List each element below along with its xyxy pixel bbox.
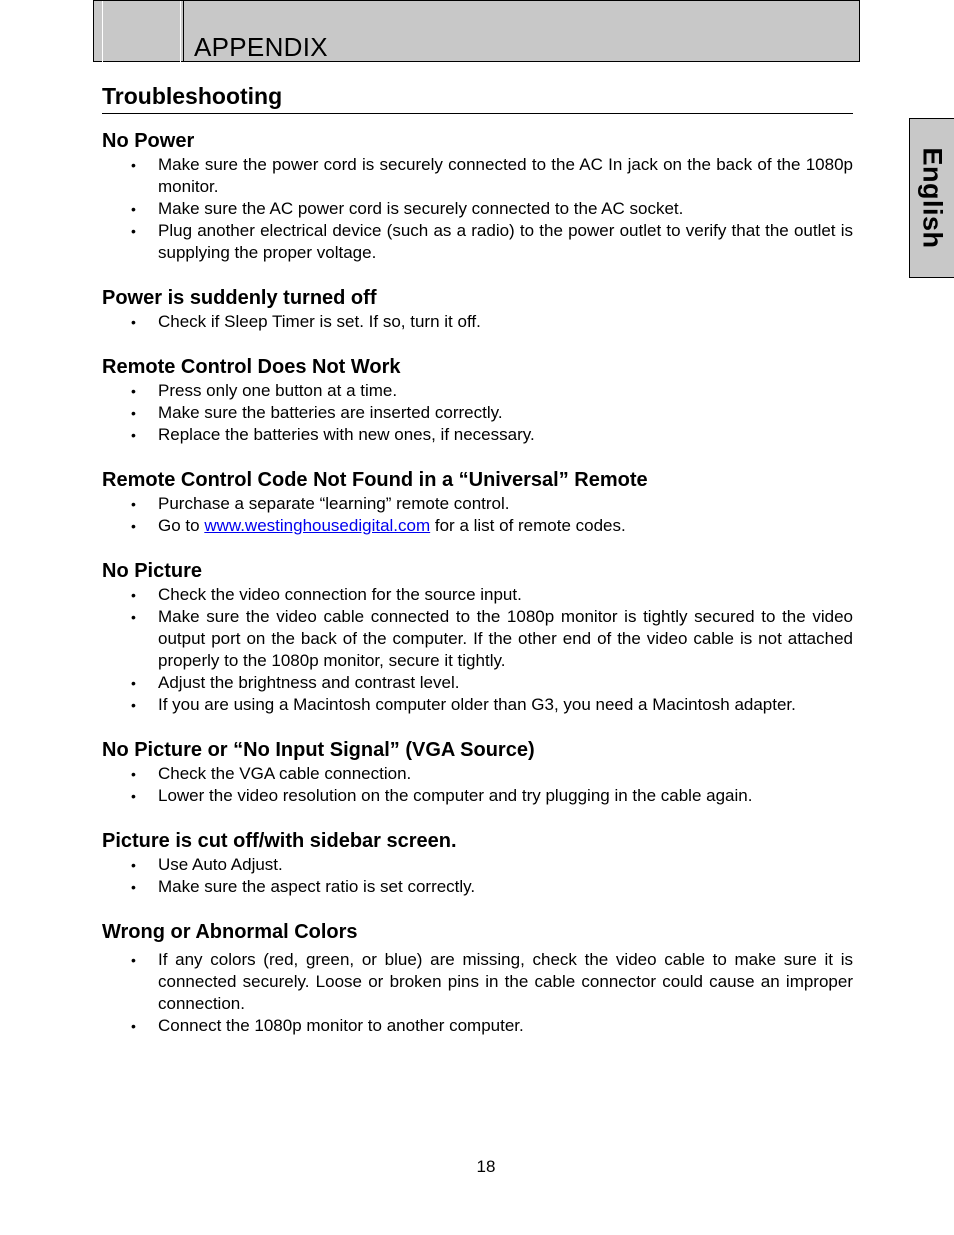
list-item: • If you are using a Macintosh computer older than G3, you need a Macintosh adapter. xyxy=(102,694,853,716)
section-heading: No Power xyxy=(102,130,195,152)
header-title: APPENDIX xyxy=(194,32,328,62)
bullet-list xyxy=(102,154,853,264)
list-item: • Make sure the aspect ratio is set correctly. xyxy=(102,876,853,898)
bullet-list xyxy=(102,493,853,537)
section-heading: Picture is cut off/with sidebar screen. xyxy=(102,830,457,852)
section-heading: No Picture or “No Input Signal” (VGA Source) xyxy=(102,739,535,761)
language-side-tab xyxy=(909,118,954,278)
list-item: • Adjust the brightness and contrast level. xyxy=(102,672,853,694)
header-tab-block xyxy=(102,1,184,62)
list-item: • Connect the 1080p monitor to another computer. xyxy=(102,1015,853,1037)
list-item: • Replace the batteries with new ones, if necessary. xyxy=(102,424,853,446)
section-wrong-colors xyxy=(102,919,853,1037)
list-item xyxy=(102,515,853,537)
link-suffix-text: for a list of remote codes. xyxy=(430,516,626,535)
section-heading: Remote Control Does Not Work xyxy=(102,356,401,378)
section-heading: Remote Control Code Not Found in a “Universal” Remote xyxy=(102,469,648,491)
bullet-list xyxy=(102,380,853,446)
westinghouse-website-link[interactable]: www.westinghousedigital.com xyxy=(204,516,431,535)
list-item: • Purchase a separate “learning” remote control. xyxy=(102,493,853,515)
list-item: • Make sure the AC power cord is securely connected to the AC socket. xyxy=(102,198,853,220)
section-heading: Wrong or Abnormal Colors xyxy=(102,921,358,943)
section-power-turned-off xyxy=(102,285,853,333)
bullet-list xyxy=(102,854,853,898)
list-item: • If any colors (red, green, or blue) are missing, check the video cable to make sure it is connected securely. Loose or broken pins in the cable connector could cause an improper connection. xyxy=(102,949,853,1015)
list-item: • Lower the video resolution on the computer and try plugging in the cable again. xyxy=(102,785,853,807)
bullet-list xyxy=(102,763,853,807)
list-item: • Make sure the video cable connected to the 1080p monitor is tightly secured to the video output port on the back of the computer. If the other end of the video cable is not attached properly to the 1080p monitor, secure it tightly. xyxy=(102,606,853,672)
section-no-input-signal xyxy=(102,737,853,807)
bullet-list xyxy=(102,584,853,716)
list-item: • Plug another electrical device (such as a radio) to the power outlet to verify that the outlet is supplying the proper voltage. xyxy=(102,220,853,264)
troubleshooting-content xyxy=(102,128,853,1058)
list-item: • Use Auto Adjust. xyxy=(102,854,853,876)
list-item: • Check the VGA cable connection. xyxy=(102,763,853,785)
list-item: • Check the video connection for the source input. xyxy=(102,584,853,606)
bullet-list xyxy=(102,949,853,1037)
title-divider xyxy=(102,113,853,114)
list-item: • Make sure the power cord is securely connected to the AC In jack on the back of the 1080p monitor. xyxy=(102,154,853,198)
section-no-power xyxy=(102,128,853,264)
section-heading: No Picture xyxy=(102,560,203,582)
page-title: Troubleshooting xyxy=(102,83,283,109)
bullet-list xyxy=(102,311,853,333)
list-item: • Check if Sleep Timer is set. If so, turn it off. xyxy=(102,311,853,333)
appendix-header-bar xyxy=(93,0,860,62)
section-remote-not-work xyxy=(102,354,853,446)
section-remote-code-not-found xyxy=(102,467,853,537)
list-item: • Press only one button at a time. xyxy=(102,380,853,402)
language-tab-label: English xyxy=(917,147,948,249)
section-no-picture xyxy=(102,558,853,716)
link-prefix-text: Go to xyxy=(158,516,205,535)
section-picture-cut-off xyxy=(102,828,853,898)
section-heading: Power is suddenly turned off xyxy=(102,287,377,309)
page-number: 18 xyxy=(476,1157,496,1176)
list-item: • Make sure the batteries are inserted correctly. xyxy=(102,402,853,424)
